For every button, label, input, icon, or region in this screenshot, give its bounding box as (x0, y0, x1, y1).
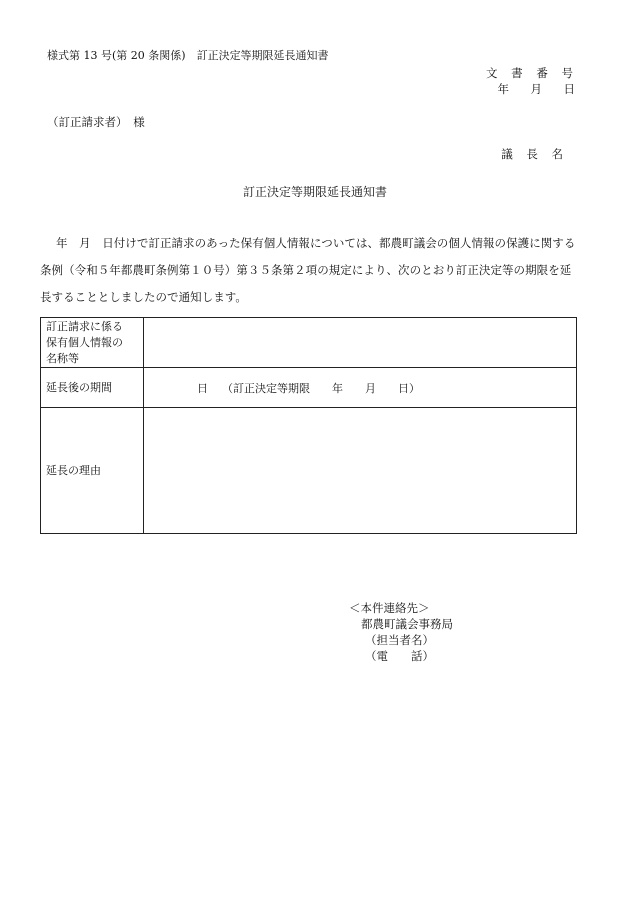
table-row-extension-period (41, 368, 577, 408)
row-label-line: 名称等 (46, 351, 79, 365)
row-label-line: 訂正請求に係る (46, 319, 123, 333)
form-number: 様式第 13 号(第 20 条関係) 訂正決定等期限延長通知書 (47, 49, 329, 62)
table-row-extension-reason (41, 408, 577, 534)
period-days: 日 (197, 381, 208, 395)
document-title: 訂正決定等期限延長通知書 (242, 185, 387, 199)
row-label-info-name (41, 318, 144, 368)
sender-chair-name: 議 長 名 (501, 147, 568, 161)
row-label-extension-reason: 延長の理由 (41, 408, 144, 534)
row-label-extension-period: 延長後の期間 (41, 368, 144, 408)
document-date: 年 月 日 (497, 82, 580, 96)
recipient: （訂正請求者） 様 (47, 115, 145, 129)
document-number: 文 書 番 号 (486, 66, 578, 80)
period-deadline: （訂正決定等期限 年 月 日） (222, 381, 420, 395)
body-text: 年 月 日付けで訂正請求のあった保有個人情報については、都農町議会の個人情報の保護に関する条例（令和５年都農町条例第１０号）第３５条第２項の規定により、次のとおり訂正決定等の期限を延長することとしましたので通知します。 (40, 236, 576, 304)
extension-period-value (144, 368, 577, 408)
row-label-line: 保有個人情報の (46, 335, 123, 349)
table-row-info-name (41, 318, 577, 368)
extension-reason-value (144, 408, 577, 534)
info-table (40, 317, 577, 534)
contact-phone: （電 話） (365, 649, 434, 663)
contact-heading: ＜本件連絡先＞ (349, 601, 430, 615)
contact-office: 都農町議会事務局 (361, 617, 453, 631)
contact-person: （担当者名） (365, 633, 434, 647)
contact-block (349, 600, 453, 664)
info-name-value (144, 318, 577, 368)
